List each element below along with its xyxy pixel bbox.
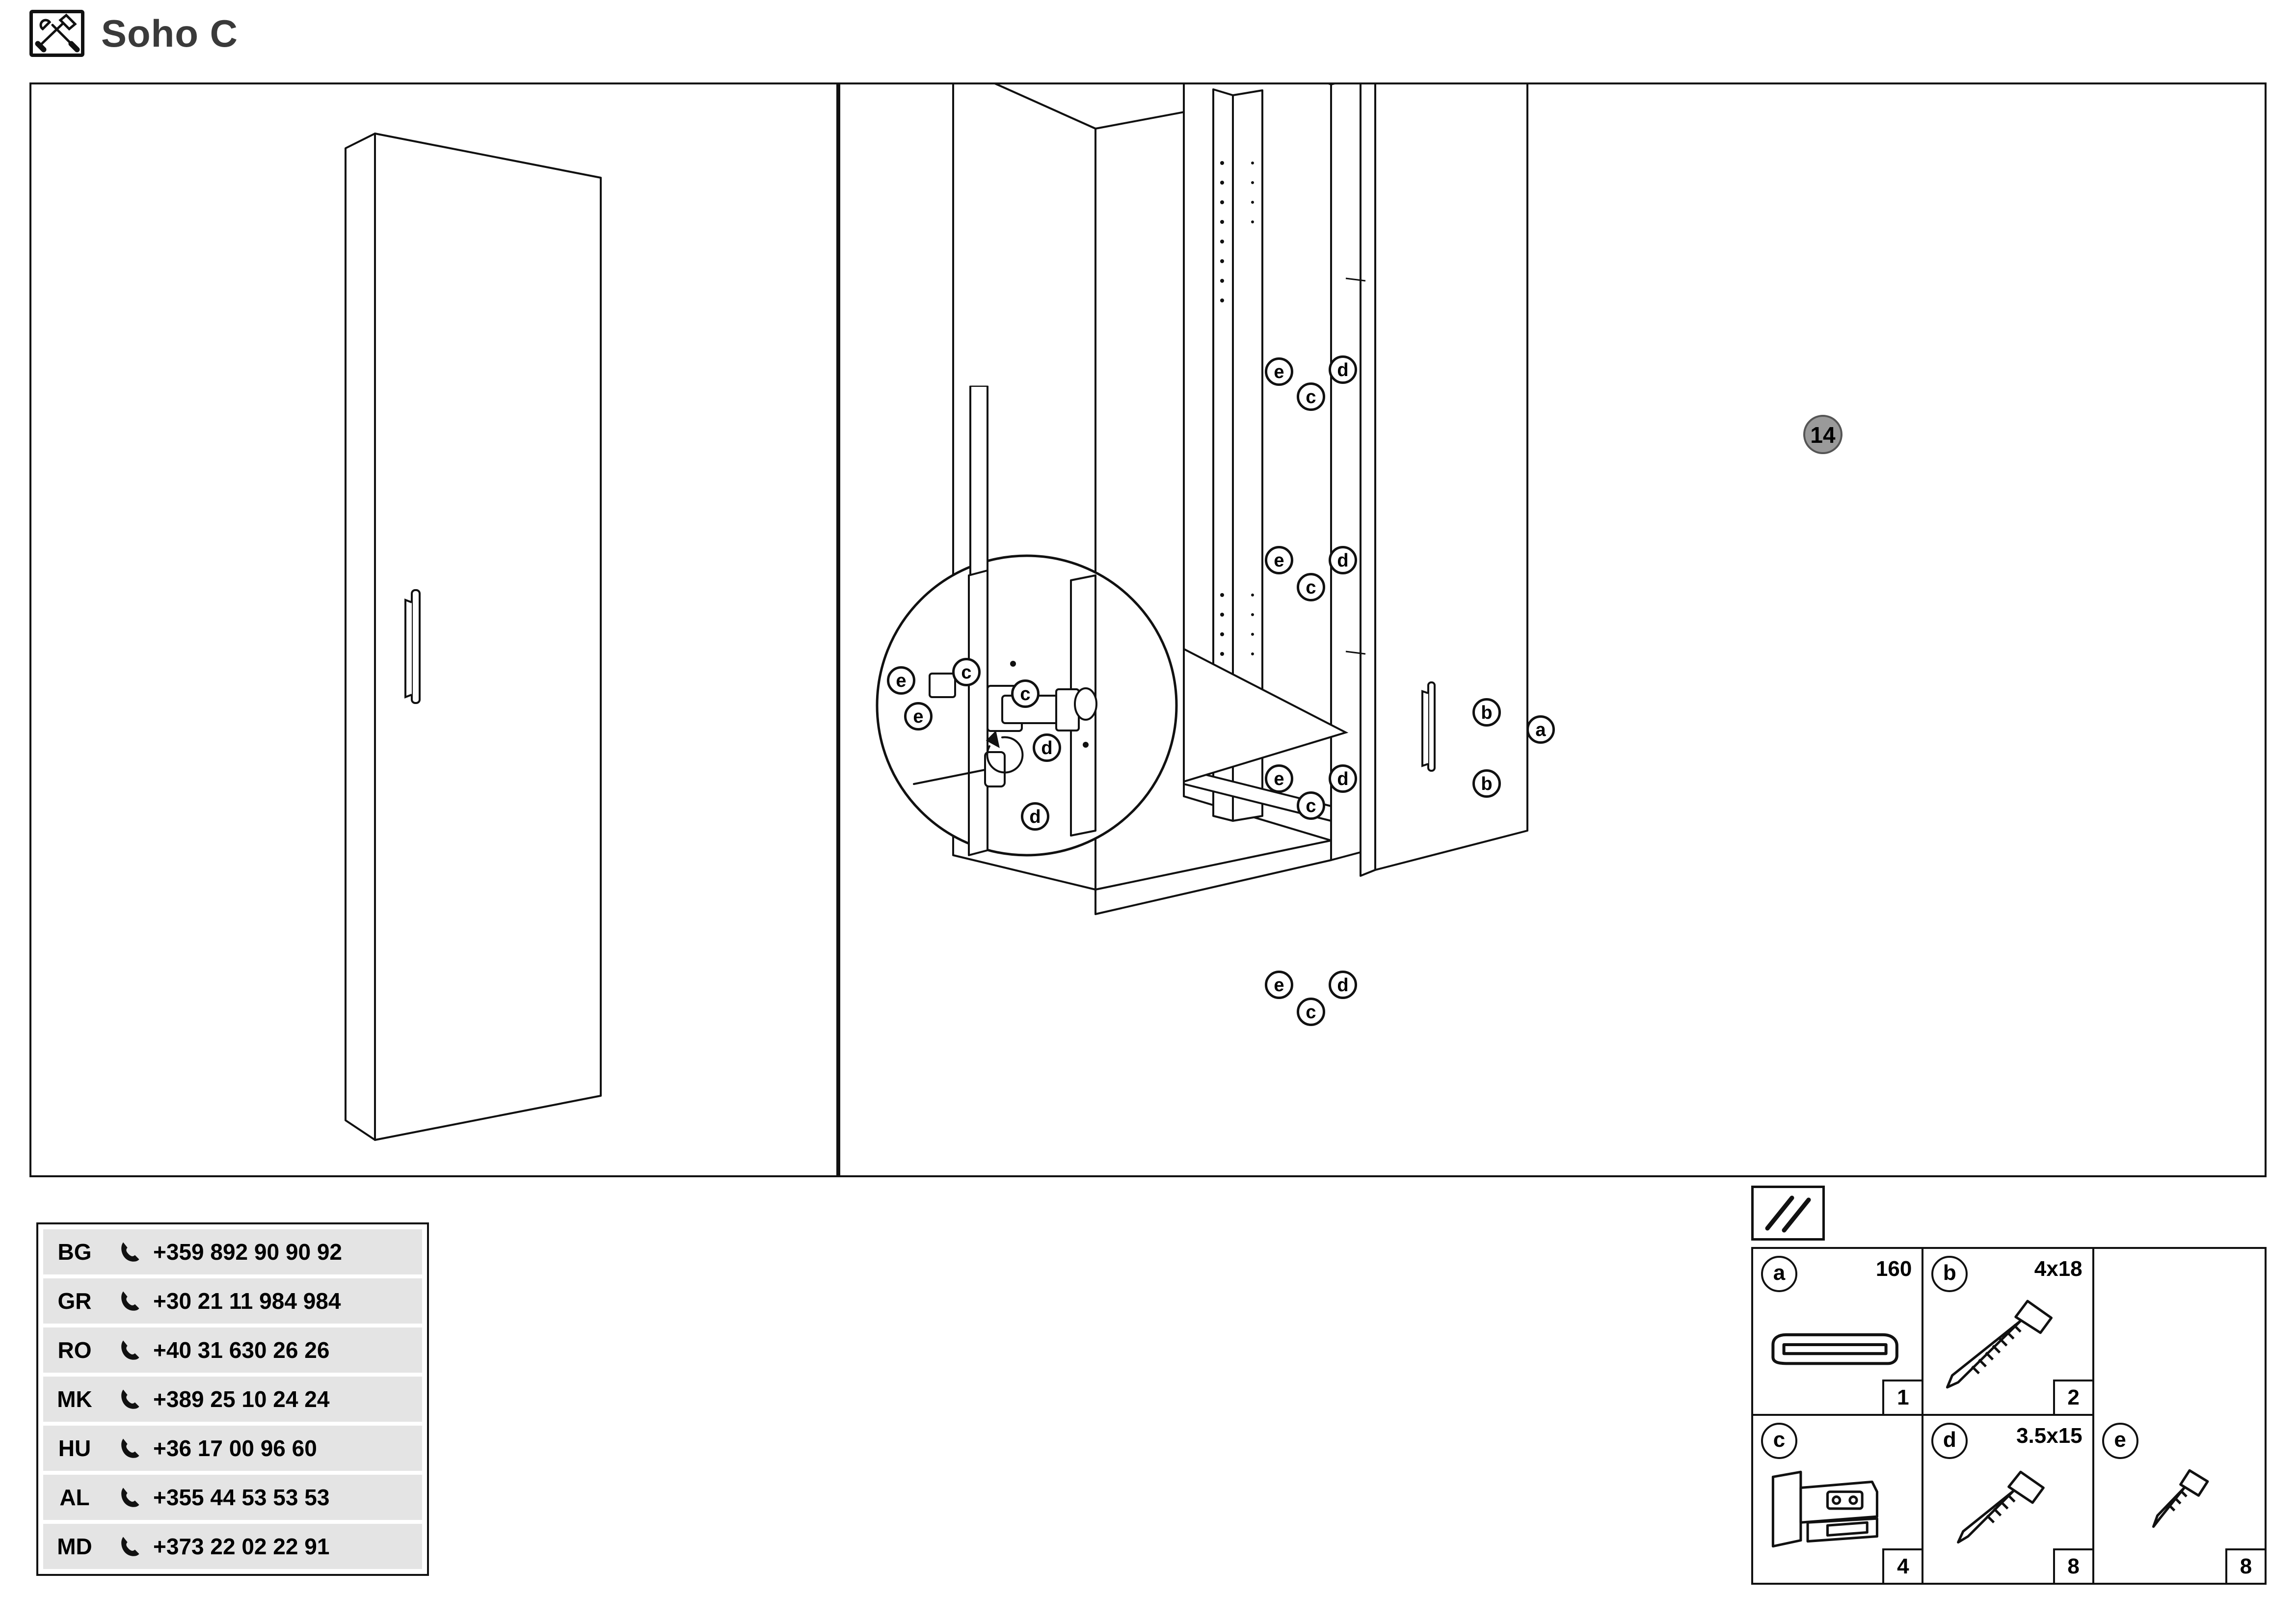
list-item	[43, 1426, 422, 1471]
hardware-qty: 8	[2053, 1548, 2092, 1583]
callout-a: a	[1526, 715, 1555, 744]
hardware-item-d	[1923, 1416, 2094, 1583]
country-code: GR	[43, 1278, 106, 1324]
phone-icon	[117, 1337, 142, 1363]
list-item	[43, 1229, 422, 1274]
phone-number: +40 31 630 26 26	[153, 1337, 330, 1363]
list-item	[43, 1475, 422, 1520]
callout-c: c	[1011, 679, 1040, 708]
support-phone-list	[36, 1222, 429, 1576]
callout-e: e	[1265, 764, 1293, 793]
hardware-letter: d	[1931, 1423, 1968, 1459]
callout-e: e	[1265, 971, 1293, 999]
hardware-item-b	[1923, 1249, 2094, 1416]
hardware-spec: 3.5x15	[2016, 1424, 2082, 1448]
hardware-item-e	[2094, 1416, 2265, 1583]
assembly-illustration	[838, 82, 2267, 1177]
callout-e: e	[1265, 357, 1293, 386]
callout-d: d	[1021, 802, 1049, 831]
page-header	[29, 10, 238, 57]
hardware-qty: 4	[1882, 1548, 1922, 1583]
callout-b: b	[1472, 698, 1501, 727]
step-badge: 14	[1803, 415, 1842, 454]
phone-icon	[117, 1386, 142, 1412]
callout-e: e	[904, 702, 933, 731]
phone-number: +359 892 90 90 92	[153, 1239, 342, 1265]
screws-icon	[1751, 1186, 1825, 1241]
country-code: HU	[43, 1426, 106, 1471]
callout-d: d	[1329, 355, 1357, 384]
phone-number: +30 21 11 984 984	[153, 1288, 341, 1314]
list-item	[43, 1327, 422, 1373]
phone-number-cell	[106, 1426, 422, 1471]
list-item	[43, 1377, 422, 1422]
phone-number: +355 44 53 53 53	[153, 1485, 330, 1510]
callout-e: e	[887, 666, 915, 695]
phone-number-cell	[106, 1475, 422, 1520]
callout-d: d	[1329, 546, 1357, 574]
hardware-item-a	[1753, 1249, 1923, 1416]
phone-number-cell	[106, 1327, 422, 1373]
callout-d: d	[1329, 764, 1357, 793]
callout-c: c	[1297, 791, 1325, 820]
hardware-qty: 2	[2053, 1380, 2092, 1414]
phone-number: +373 22 02 22 91	[153, 1534, 330, 1559]
callout-d: d	[1033, 733, 1061, 762]
phone-number-cell	[106, 1278, 422, 1324]
hardware-letter: c	[1761, 1423, 1797, 1459]
callout-b: b	[1472, 769, 1501, 798]
phone-number-cell	[106, 1524, 422, 1569]
hardware-placeholder	[2094, 1249, 2265, 1416]
callout-e: e	[1265, 546, 1293, 574]
callout-c: c	[1297, 573, 1325, 601]
hardware-spec: 4x18	[2034, 1257, 2082, 1281]
door-panel-illustration	[29, 82, 838, 1177]
hardware-item-c	[1753, 1416, 1923, 1583]
list-item	[43, 1524, 422, 1569]
country-code: RO	[43, 1327, 106, 1373]
country-code: MK	[43, 1377, 106, 1422]
phone-number: +36 17 00 96 60	[153, 1435, 317, 1461]
phone-icon	[117, 1435, 142, 1461]
country-code: MD	[43, 1524, 106, 1569]
phone-icon	[117, 1288, 142, 1314]
hardware-letter: b	[1931, 1256, 1968, 1292]
country-code: AL	[43, 1475, 106, 1520]
phone-icon	[117, 1239, 142, 1265]
page-title: Soho C	[101, 11, 238, 55]
phone-number: +389 25 10 24 24	[153, 1386, 330, 1412]
callout-c: c	[952, 658, 981, 686]
phone-icon	[117, 1485, 142, 1510]
phone-icon	[117, 1534, 142, 1559]
phone-number-cell	[106, 1377, 422, 1422]
hardware-legend	[1751, 1247, 2267, 1585]
hardware-qty: 1	[1882, 1380, 1922, 1414]
phone-number-cell	[106, 1229, 422, 1274]
hardware-qty: 8	[2225, 1548, 2265, 1583]
hardware-letter: a	[1761, 1256, 1797, 1292]
tools-hammer-screwdriver-icon	[29, 10, 84, 57]
list-item	[43, 1278, 422, 1324]
hardware-letter: e	[2102, 1423, 2138, 1459]
callout-d: d	[1329, 971, 1357, 999]
callout-c: c	[1297, 382, 1325, 411]
country-code: BG	[43, 1229, 106, 1274]
hardware-spec: 160	[1875, 1257, 1912, 1281]
callout-c: c	[1297, 998, 1325, 1026]
